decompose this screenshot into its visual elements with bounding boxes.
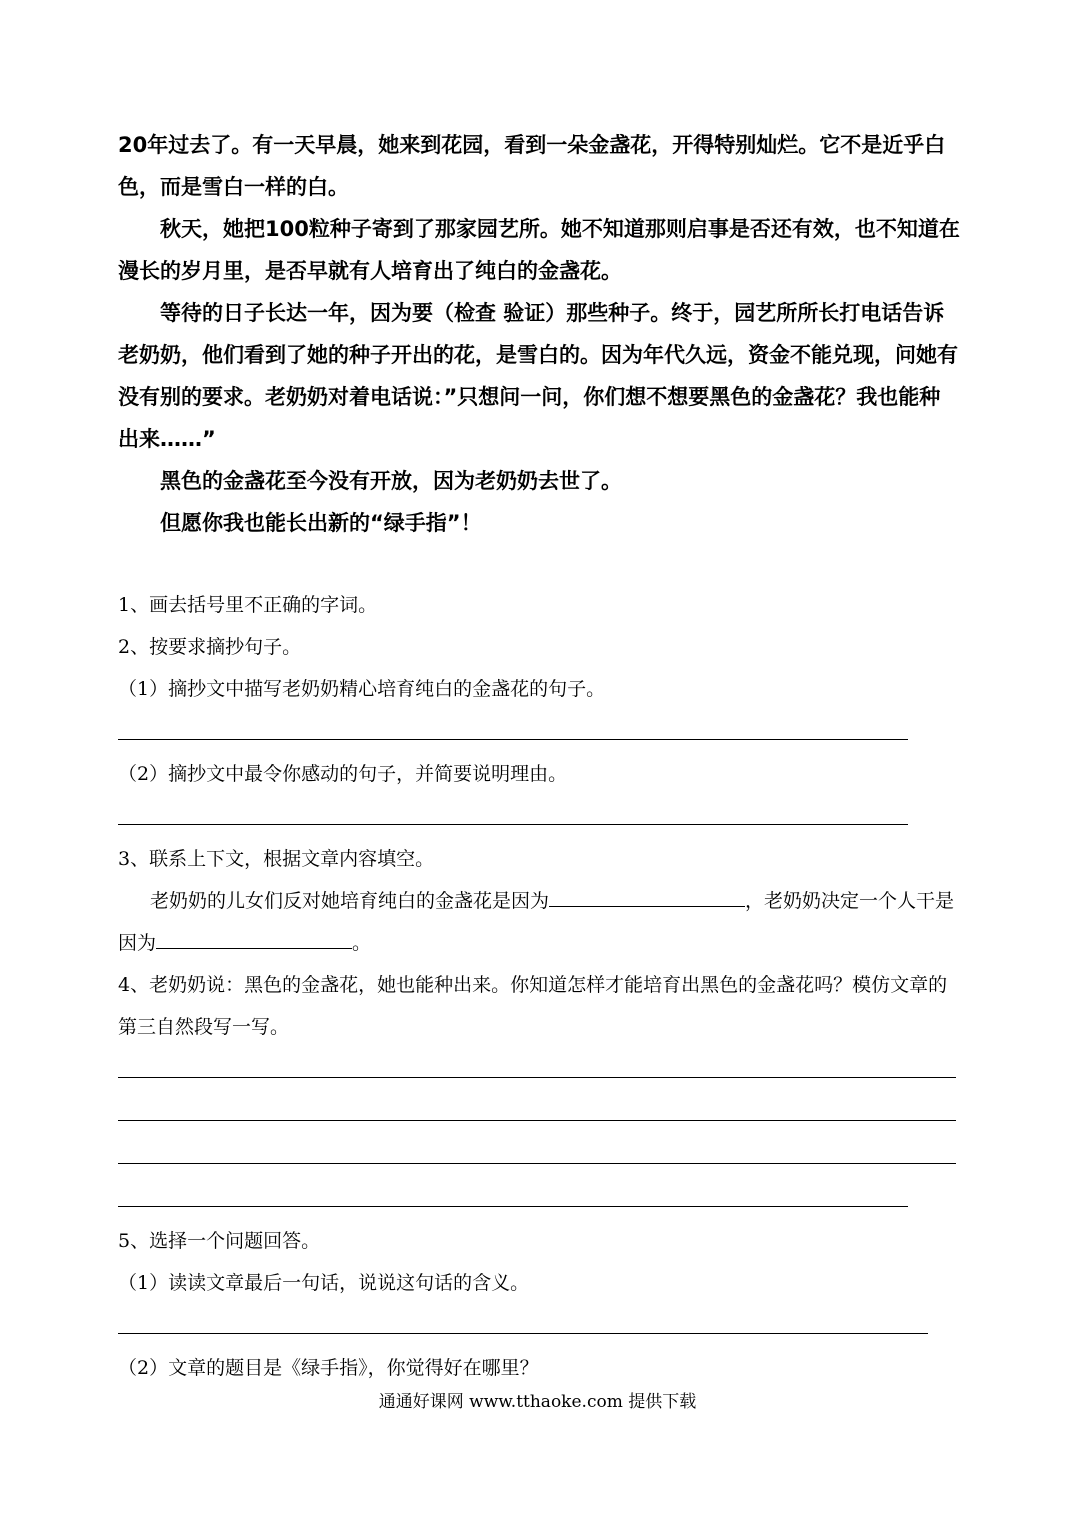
question-section <box>118 584 960 1389</box>
fill-text: 老奶奶的儿女们反对她培育纯白的金盏花是因为 <box>150 890 550 912</box>
question-3: 3、联系上下文，根据文章内容填空。 <box>118 848 435 870</box>
question-4: 4、老奶奶说：黑色的金盏花，她也能种出来。你知道怎样才能培育出黑色的金盏花吗？模仿文章的第三自然段写一写。 <box>118 974 948 1038</box>
question-5: 5、选择一个问题回答。 <box>118 1230 321 1252</box>
fill-text: 。 <box>352 932 372 954</box>
answer-line[interactable] <box>118 710 908 740</box>
story-paragraph: 20年过去了。有一天早晨，她来到花园，看到一朵金盏花，开得特别灿烂。它不是近乎白色，而是雪白一样的白。 <box>118 133 946 199</box>
question-5-2: （2）文章的题目是《绿手指》，你觉得好在哪里？ <box>118 1357 539 1379</box>
fill-text: ，老奶奶决定一个人干是因为 <box>118 890 955 954</box>
answer-line[interactable] <box>118 1091 956 1121</box>
fill-blank[interactable] <box>156 926 352 949</box>
answer-line[interactable] <box>118 1304 928 1334</box>
question-3-fill <box>118 880 960 964</box>
answer-line[interactable] <box>118 1048 956 1078</box>
story-paragraph: 等待的日子长达一年，因为要（检查 验证）那些种子。终于，园艺所所长打电话告诉老奶奶，他们看到了她的种子开出的花，是雪白的。因为年代久远，资金不能兑现，问她有没有别的要求。老奶奶对着电话说：”只想问一问，你们想不想要黑色的金盏花？我也能种出来……” <box>118 301 958 451</box>
question-1: 1、画去括号里不正确的字词。 <box>118 594 378 616</box>
answer-line[interactable] <box>118 795 908 825</box>
question-2-2: （2）摘抄文中最令你感动的句子，并简要说明理由。 <box>118 763 568 785</box>
answer-line[interactable] <box>118 1177 908 1207</box>
story-paragraph: 秋天，她把100粒种子寄到了那家园艺所。她不知道那则启事是否还有效，也不知道在漫长的岁月里，是否早就有人培育出了纯白的金盏花。 <box>118 217 960 283</box>
question-2: 2、按要求摘抄句子。 <box>118 636 302 658</box>
question-5-1: （1）读读文章最后一句话，说说这句话的含义。 <box>118 1272 530 1294</box>
story-paragraph: 但愿你我也能长出新的“绿手指”！ <box>160 511 482 535</box>
story-paragraph: 黑色的金盏花至今没有开放，因为老奶奶去世了。 <box>160 469 622 493</box>
question-2-1: （1）摘抄文中描写老奶奶精心培育纯白的金盏花的句子。 <box>118 678 606 700</box>
page-footer: 通通好课网 www.tthaoke.com 提供下载 <box>378 1392 697 1412</box>
story-passage <box>118 124 960 544</box>
answer-line[interactable] <box>118 1134 956 1164</box>
fill-blank[interactable] <box>549 884 745 907</box>
